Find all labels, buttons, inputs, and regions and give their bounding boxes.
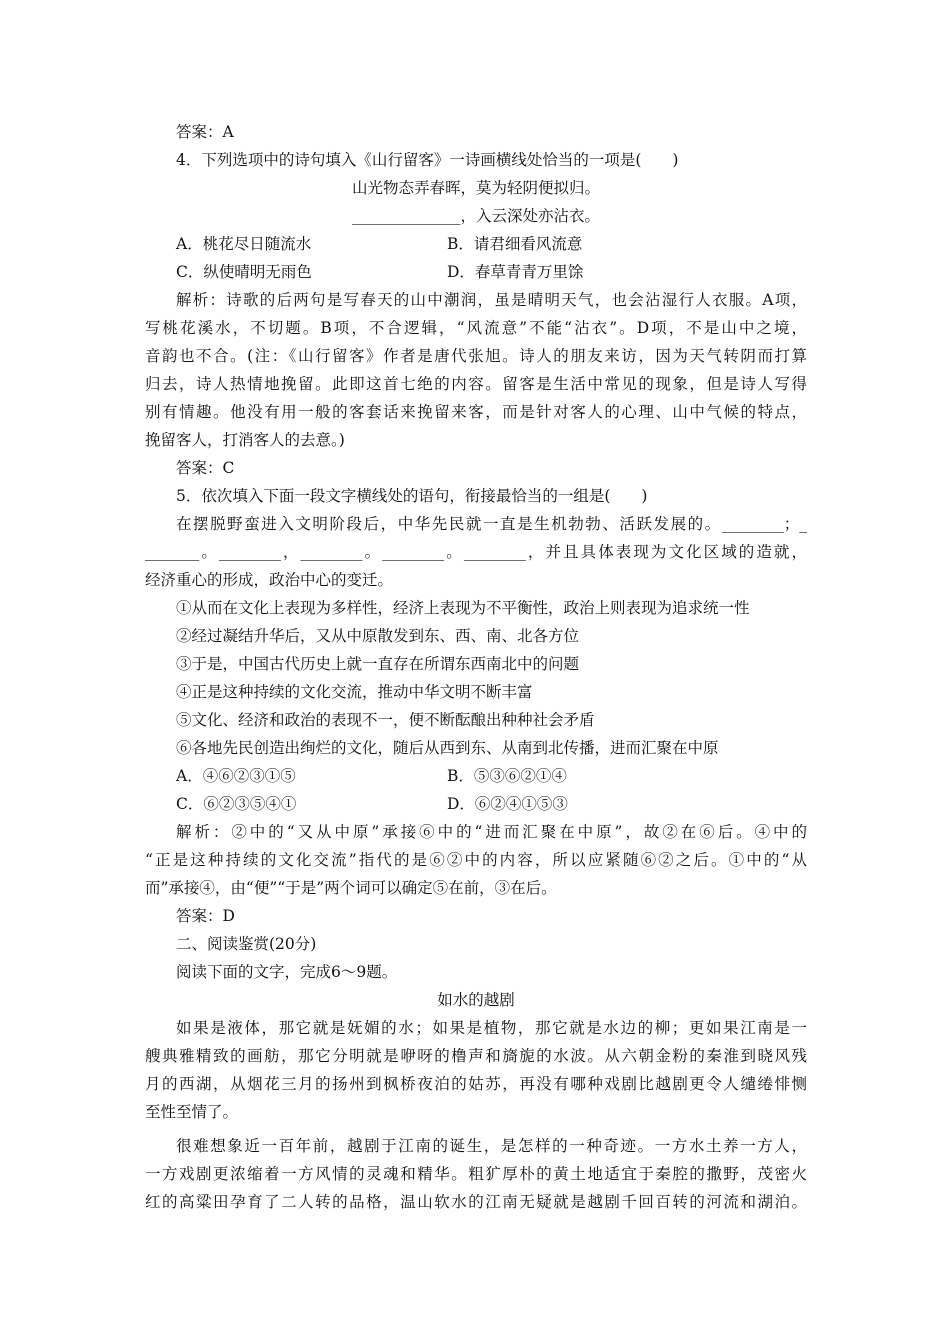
list-item: ③于是，中国古代历史上就一直存在所谓东西南北中的问题 [176,655,580,673]
option-b: B．请君细看风流意 [447,235,583,253]
option-a: A．桃花尽日随流水 [176,235,312,253]
list-item: ⑤文化、经济和政治的表现不一，便不断酝酿出种种社会矛盾 [176,711,595,729]
question-5-options-row-1 [145,762,807,790]
list-item: ⑥各地先民创造出绚烂的文化，随后从西到东、从南到北传播，进而汇聚在中原 [176,739,719,757]
paragraph-line: 艘典雅精致的画舫，那它分明就是咿呀的橹声和旖旎的水波。从六朝金粉的秦淮到晓风残 [145,1047,807,1065]
list-item: ②经过凝结升华后，又从中原散发到东、西、南、北各方位 [176,627,580,645]
analysis-line: 解析：②中的“又从中原”承接⑥中的“进而汇聚在中原”，故②在⑥后。④中的 [176,823,807,841]
option-b: B．⑤③⑥②①④ [447,767,567,785]
option-d: D．春草青青万里馀 [447,263,584,281]
document-content [145,118,807,1216]
paragraph-line: 红的高粱田孕育了二人转的品格，温山软水的江南无疑就是越剧千回百转的河流和湖泊。 [145,1193,807,1211]
passage-line: 经济重心的形成，政治中心的变迁。 [145,571,394,589]
analysis-line: 而”承接④，由“便”“于是”两个词可以确定⑤在前，③在后。 [145,879,557,897]
question-4-options-row-1 [145,230,807,258]
article-paragraph-2 [145,1132,807,1216]
question-5-options-row-2 [145,790,807,818]
analysis-line: 写桃花溪水，不切题。B项，不合逻辑，“风流意”不能“沾衣”。D项，不是山中之境， [145,319,807,337]
section-instruction: 阅读下面的文字，完成6～9题。 [176,963,398,981]
poem-line-2: ______________，入云深处亦沾衣。 [351,207,600,225]
paragraph-line: 至性至情了。 [145,1103,239,1121]
analysis-line: 解析：诗歌的后两句是写春天的山中潮润，虽是晴明天气，也会沾湿行人衣服。A项， [176,291,807,309]
paragraph-line: 一方戏剧更浓缩着一方风情的灵魂和精华。粗犷厚朴的黄土地适宜于秦腔的撒野，茂密火 [145,1165,807,1183]
analysis-line: 音韵也不合。(注：《山行留客》作者是唐代张旭。诗人的朋友来访，因为天气转阴而打算 [145,347,807,365]
answer-5: 答案：D [176,907,235,925]
list-item: ①从而在文化上表现为多样性，经济上表现为不平衡性，政治上则表现为追求统一性 [176,599,750,617]
list-item: ④正是这种持续的文化交流，推动中华文明不断丰富 [176,683,533,701]
question-4-options-row-2 [145,258,807,286]
article-title: 如水的越剧 [437,991,515,1009]
article-paragraph-1 [145,1014,807,1126]
paragraph-line: 很难想象近一百年前，越剧于江南的诞生，是怎样的一种奇迹。一方水土养一方人， [176,1137,807,1155]
paragraph-line: 如果是液体，那它就是妩媚的水；如果是植物，那它就是水边的柳；更如果江南是一 [176,1019,807,1037]
option-d: D．⑥②④①⑤③ [447,795,568,813]
analysis-line: 别有情趣。他没有用一般的客套话来挽留来客，而是针对客人的心理、山中气候的特点， [145,403,807,421]
paragraph-line: 月的西湖，从烟花三月的扬州到枫桥夜泊的姑苏，再没有哪种戏剧比越剧更令人缱绻悱恻 [145,1075,807,1093]
option-c: C．纵使晴明无雨色 [176,263,312,281]
option-c: C．⑥②③⑤④① [176,795,297,813]
question-5-stem: 5．依次填入下面一段文字横线处的语句，衔接最恰当的一组是( ) [176,487,648,505]
passage-line: _______。________，________。________。________，并且具体表现为文化区域的造就， [145,543,807,561]
section-heading: 二、阅读鉴赏(20分) [176,935,317,953]
option-a: A．④⑥②③①⑤ [176,767,296,785]
answer-3: 答案：A [176,123,234,141]
question-4-stem: 4．下列选项中的诗句填入《山行留客》一诗画横线处恰当的一项是( ) [176,151,679,169]
passage-line: 在摆脱野蛮进入文明阶段后，中华先民就一直是生机勃勃、活跃发展的。________；_ [176,515,807,533]
analysis-line: “正是这种持续的文化交流”指代的是⑥②中的内容，所以应紧随⑥②之后。①中的“从 [145,851,807,869]
answer-4: 答案：C [176,459,235,477]
analysis-line: 挽留客人，打消客人的去意。) [145,431,345,449]
analysis-line: 归去，诗人热情地挽留。此即这首七绝的内容。留客是生活中常见的现象，但是诗人写得 [145,375,807,393]
poem-line-1: 山光物态弄春晖，莫为轻阴便拟归。 [351,179,600,197]
